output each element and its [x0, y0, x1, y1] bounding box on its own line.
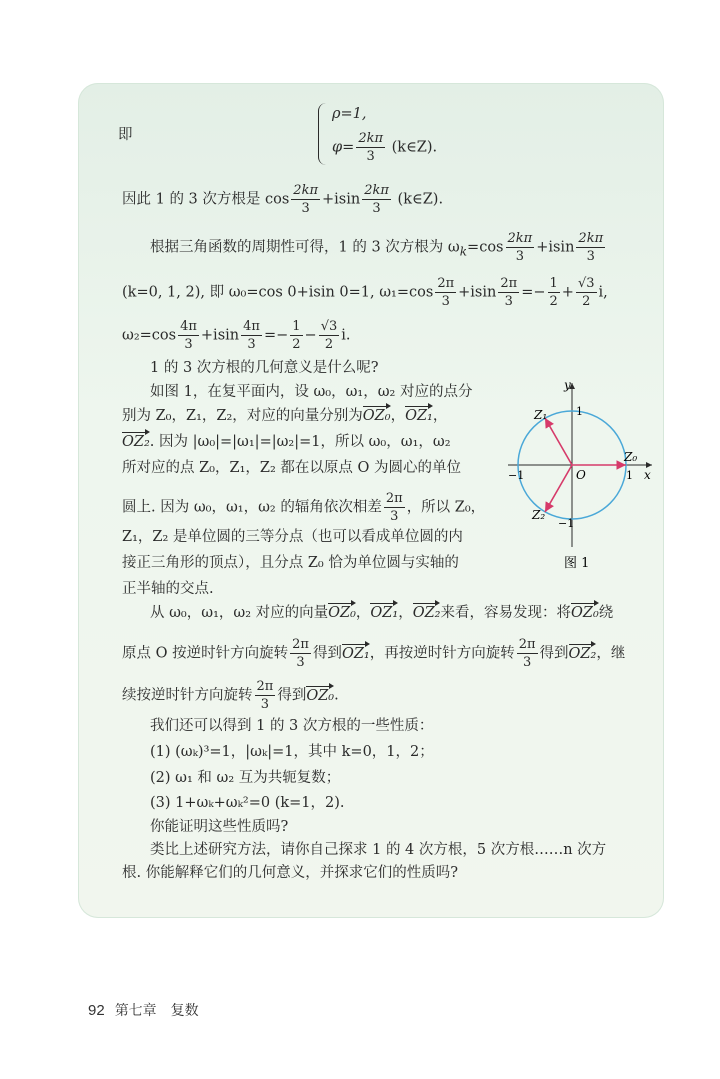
paragraph-line-2: 别为 Z₀，Z₁，Z₂，对应的向量分别为OZ₀，OZ₁，: [122, 408, 448, 424]
analogy-line-2: 根. 你能解释它们的几何意义，并探求它们的性质吗?: [122, 865, 458, 881]
figure-caption: 图 1: [564, 556, 590, 571]
chapter-title: 第七章 复数: [114, 1002, 199, 1018]
figure-unit-circle: [500, 375, 660, 575]
prove-question: 你能证明这些性质吗?: [150, 819, 289, 835]
rotation-line-3: 续按逆时针方向旋转 $\frac{2\pi}{3}$ 得到OZ₀.: [122, 679, 339, 712]
paragraph-line-3: OZ₂. 因为 |ω₀|=|ω₁|=|ω₂|=1，所以 ω₀，ω₁，ω₂: [122, 434, 451, 450]
tick-y-pos: 1: [576, 405, 583, 418]
label-z0: Z₀: [624, 450, 638, 464]
analogy-line-1: 类比上述研究方法，请你自己探求 1 的 4 次方根，5 次方根……n 次方: [150, 842, 607, 858]
label-z2: Z₂: [532, 508, 546, 522]
tick-x-neg: −1: [508, 469, 525, 482]
tick-y-neg: −1: [558, 517, 575, 530]
property-2: (2) ω₁ 和 ω₂ 互为共轭复数；: [150, 770, 341, 786]
axis-x-label: x: [644, 468, 651, 482]
vector-oz1: [545, 418, 572, 465]
ji-label: 即: [118, 127, 133, 143]
property-1: (1) (ωₖ)³=1，|ωₖ|=1，其中 k=0，1，2；: [150, 744, 434, 760]
system-phi: φ= $\frac{2k\pi}{3}$ (k∈Z).: [332, 131, 438, 164]
paragraph-line-7: 接正三角形的顶点），且分点 Z₀ 恰为单位圆与实轴的: [122, 555, 459, 571]
label-z1: Z₁: [534, 408, 548, 422]
property-3: (3) 1+ωₖ+ωₖ²=0 (k=1，2).: [150, 795, 345, 811]
axis-y-label: y: [564, 378, 571, 392]
cube-roots-line: 因此 1 的 3 次方根是 cos $\frac{2k\pi}{3}$ +isin $\frac{2k\pi}{3}$ (k∈Z).: [122, 183, 444, 216]
paragraph-line-4: 所对应的点 Z₀，Z₁，Z₂ 都在以原点 O 为圆心的单位: [122, 460, 461, 476]
system-rho: ρ=1,: [332, 106, 367, 122]
omega-values-line: (k=0, 1, 2), 即 ω₀=cos 0+isin 0=1, ω₁=cos $\frac{2\pi}{3}$ +isin $\frac{2\pi}{3}$ =− $\frac{1}{2}$ + $\frac{√3}{2}$ i,: [122, 276, 608, 309]
origin-label: O: [576, 468, 586, 482]
page-footer: [88, 1000, 199, 1020]
rotation-line-1: 从 ω₀，ω₁，ω₂ 对应的向量OZ₀，OZ₁，OZ₂来看，容易发现：将OZ₀绕: [150, 605, 614, 621]
periodicity-line: 根据三角函数的周期性可得，1 的 3 次方根为 $\omega_k=\cos$ $\frac{2k\pi}{3}$ +isin $\frac{2k\pi}{3}$: [150, 231, 604, 264]
paragraph-line-8: 正半轴的交点.: [122, 581, 214, 597]
vector-oz2: [545, 465, 572, 512]
question-geometric: 1 的 3 次方根的几何意义是什么呢?: [150, 360, 379, 376]
paragraph-line-5: 圆上. 因为 ω₀，ω₁，ω₂ 的辐角依次相差 $\frac{2\pi}{3}$ ，所以 Z₀，: [122, 491, 486, 524]
omega2-line: ω₂=cos $\frac{4\pi}{3}$ +isin $\frac{4\pi}{3}$ =− $\frac{1}{2}$ − $\frac{√3}{2}$ i.: [122, 319, 351, 352]
tick-x-pos: 1: [626, 469, 633, 482]
properties-intro: 我们还可以得到 1 的 3 次方根的一些性质：: [150, 718, 434, 734]
system-brace: [318, 103, 329, 165]
page-number: 92: [88, 1002, 105, 1019]
rotation-line-2: 原点 O 按逆时针方向旋转 $\frac{2\pi}{3}$ 得到OZ₁，再按逆时针方向旋转 $\frac{2\pi}{3}$ 得到OZ₂，继: [122, 637, 626, 670]
paragraph-line-6: Z₁，Z₂ 是单位圆的三等分点（也可以看成单位圆的内: [122, 529, 463, 545]
paragraph-line-1: 如图 1，在复平面内，设 ω₀，ω₁，ω₂ 对应的点分: [150, 384, 473, 400]
